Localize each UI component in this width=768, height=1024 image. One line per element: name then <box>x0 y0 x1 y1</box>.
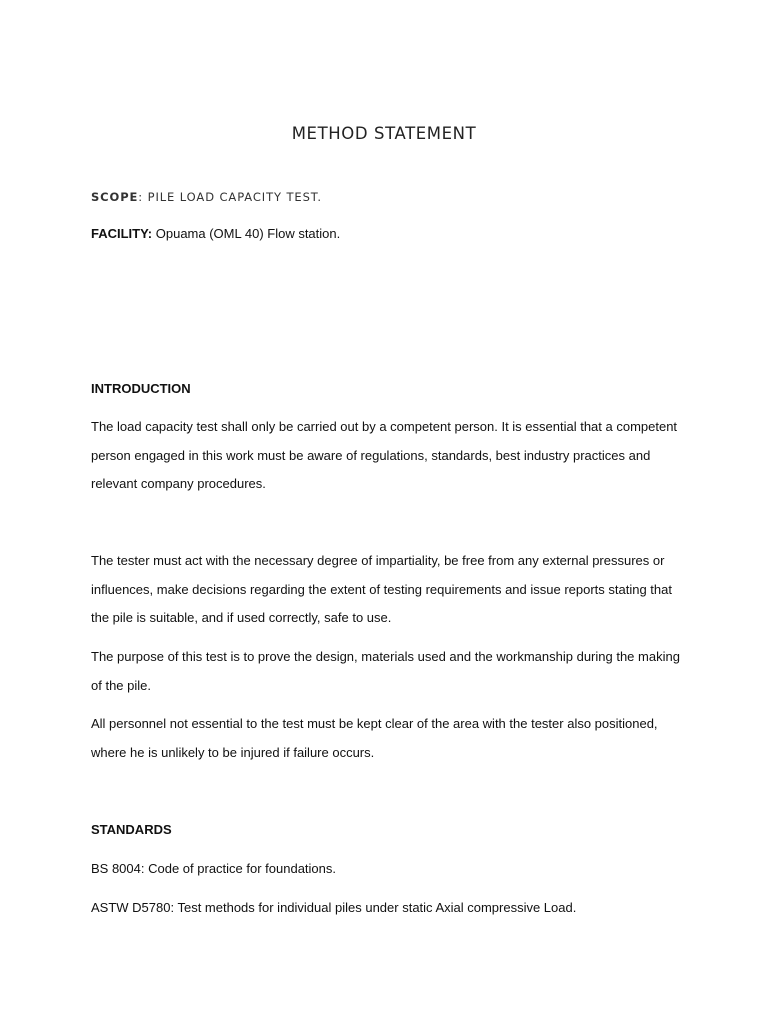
document-title: METHOD STATEMENT <box>291 124 477 143</box>
facility-label: FACILITY: <box>91 226 153 241</box>
standard-item <box>91 861 336 876</box>
standard-item <box>91 900 576 915</box>
intro-paragraph-2: The tester must act with the necessary degree of impartiality, be free from any external pressures or influences, make decisions regarding the extent of testing requirements and issue reports stating that the pile is suitable, and if used correctly, safe to use. <box>91 553 672 626</box>
intro-paragraph-4: All personnel not essential to the test must be kept clear of the area with the tester also positioned, where he is unlikely to be injured if failure occurs. <box>91 716 658 760</box>
scope-line <box>91 190 322 204</box>
introduction-heading: INTRODUCTION <box>91 381 191 396</box>
intro-paragraph-3: The purpose of this test is to prove the design, materials used and the workmanship during the making of the pile. <box>91 649 680 693</box>
facility-value: Opuama (OML 40) Flow station. <box>152 226 341 241</box>
scope-label: SCOPE <box>91 190 139 204</box>
scope-value: : PILE LOAD CAPACITY TEST. <box>138 190 322 204</box>
standard-description: Code of practice for foundations. <box>144 861 337 876</box>
intro-paragraph-1: The load capacity test shall only be carried out by a competent person. It is essential that a competent person engaged in this work must be aware of regulations, standards, best industry practices and relevant company procedures. <box>91 419 678 492</box>
standard-description: Test methods for individual piles under static Axial compressive Load. <box>174 900 577 915</box>
standard-code: BS 8004: <box>91 861 145 876</box>
standard-code: ASTW D5780: <box>91 900 175 915</box>
standards-heading: STANDARDS <box>91 822 172 837</box>
facility-line <box>91 226 340 241</box>
